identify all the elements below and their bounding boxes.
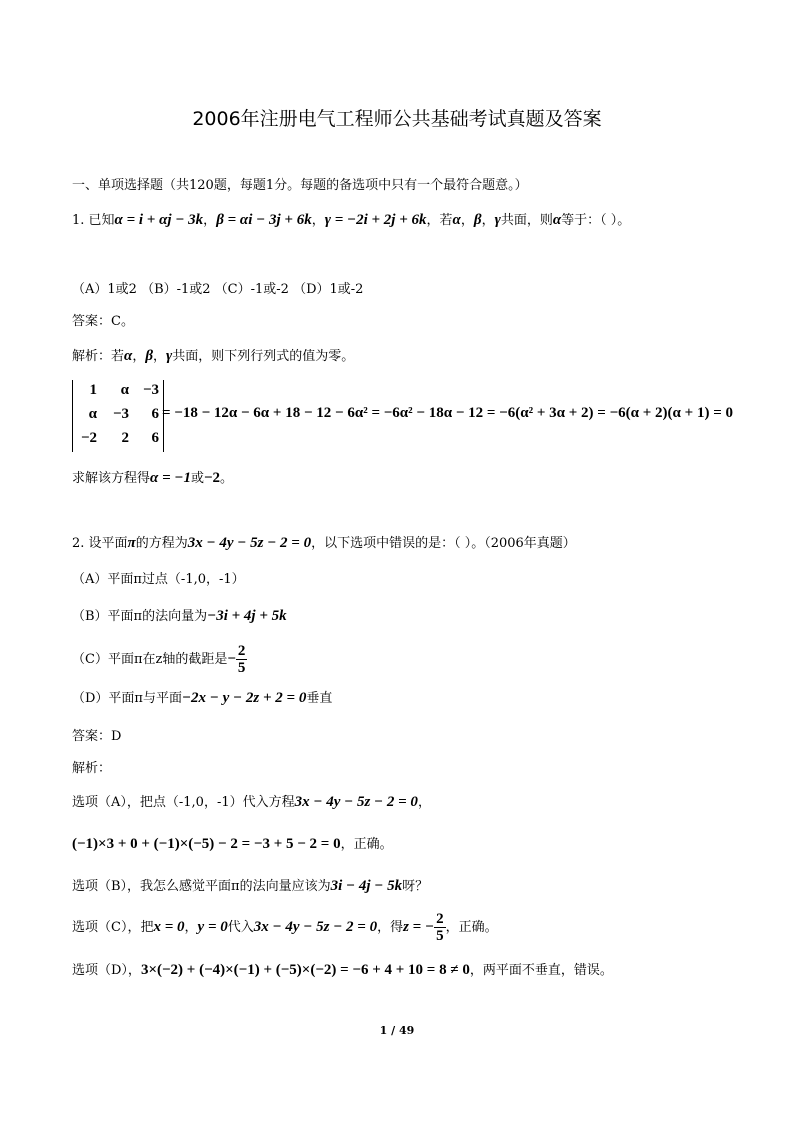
q2-a2-end: ，正确。 xyxy=(340,837,393,852)
determinant-expansion: = −18 − 12α − 6α + 18 − 12 − 6α² = −6α² − 18α − 12 = −6(α² + 3α + 2) = −6(α + 2)(α + 1) = 0 xyxy=(162,405,734,421)
q1-solve-or: 或 xyxy=(190,471,204,486)
q2-optc-fraction xyxy=(236,643,248,676)
q2-option-c xyxy=(72,640,247,679)
q2-optd-expr: −2x − y − 2z + 2 = 0 xyxy=(181,690,307,706)
q2-c-pre: 选项（C），把 xyxy=(72,920,154,935)
q2-optb-pre: （B）平面π的法向量为 xyxy=(72,609,208,624)
q1-alpha-sym2: α xyxy=(552,212,562,228)
det-cell: 2 xyxy=(121,430,129,446)
q2-c-fraction xyxy=(434,911,446,944)
q1-analysis-post: 共面，则下列行列式的值为零。 xyxy=(172,349,355,364)
q2-analysis: 解析： xyxy=(72,761,112,776)
q1-beta-sym: β xyxy=(473,212,482,228)
q1-mid: ，若 xyxy=(426,213,453,228)
q2-option-d xyxy=(72,688,332,709)
q2-optd-post: 垂直 xyxy=(306,691,333,706)
q2-c-end: ，正确。 xyxy=(445,920,498,935)
q2-a2-expr: (−1)×3 + 0 + (−1)×(−5) − 2 = −3 + 5 − 2 = 0 xyxy=(72,836,341,852)
q2-analysis-a2 xyxy=(72,834,393,855)
page-title: 2006年注册电气工程师公共基础考试真题及答案 xyxy=(192,108,602,130)
q2-answer: 答案：D xyxy=(72,729,122,744)
q1-alpha-sym: α xyxy=(452,212,461,228)
q1-solve-end: 。 xyxy=(220,471,234,486)
q2-d-end: ，两平面不垂直，错误。 xyxy=(469,963,613,978)
q1-analysis: 解析：若α，β，γ共面，则下列行列式的值为零。 xyxy=(72,348,355,364)
q1-coplanar: 共面，则 xyxy=(500,213,553,228)
q2-analysis-a1 xyxy=(72,792,431,813)
q2-b-end: 呀？ xyxy=(402,879,429,894)
det-cell: −2 xyxy=(80,430,97,446)
fraction-numerator: 2 xyxy=(237,643,246,659)
q2-stem xyxy=(72,533,576,554)
q2-c-get: ，得 xyxy=(377,920,404,935)
q2-b-expr: 3i − 4j − 5k xyxy=(330,878,403,894)
q2-suffix: ，以下选项中错误的是：（ ）。（2006年真题） xyxy=(311,536,576,551)
q2-analysis-c xyxy=(72,908,498,947)
det-cell: −3 xyxy=(142,382,159,398)
section-heading: 一、单项选择题（共120题，每题1分。每题的备选项中只有一个最符合题意。） xyxy=(72,178,528,193)
det-cell: α xyxy=(88,406,97,422)
fraction-denominator: 5 xyxy=(237,660,246,676)
q2-optc-minus: − xyxy=(227,651,236,667)
q2-optd-pre: （D）平面π与平面 xyxy=(72,691,182,706)
q2-analysis-d xyxy=(72,960,613,981)
q2-prefix: 2. 设平面 xyxy=(72,536,128,551)
q1-gamma-expr: γ = −2i + 2j + 6k xyxy=(324,212,427,228)
q1-options: （A）1或2 （B）-1或2 （C）-1或-2 （D）1或-2 xyxy=(72,282,364,297)
q2-analysis-b xyxy=(72,876,428,897)
q2-a1-end: ， xyxy=(417,795,431,810)
q1-beta-expr: β = αi − 3j + 6k xyxy=(216,212,312,228)
fraction-denominator: 5 xyxy=(436,928,444,944)
fraction-numerator: 2 xyxy=(436,911,444,927)
q2-c-y: y = 0 xyxy=(197,919,228,935)
q1-analysis-beta: β xyxy=(145,348,154,364)
q2-a1-pre: 选项（A），把点（-1,0，-1）代入方程 xyxy=(72,795,295,810)
q1-prefix: 1. 已知 xyxy=(72,213,115,228)
q1-answer: 答案：C。 xyxy=(72,314,134,329)
q2-plane-eq: 3x − 4y − 5z − 2 = 0 xyxy=(187,535,312,551)
q1-alpha-expr: α = i + αj − 3k xyxy=(114,212,204,228)
det-cell: 6 xyxy=(151,430,159,446)
q1-solve-pre: 求解该方程得 xyxy=(72,471,151,486)
det-cell: α xyxy=(120,382,129,398)
q2-option-a: （A）平面π过点（-1,0，-1） xyxy=(72,572,245,587)
page-number: 1 / 49 xyxy=(379,1024,415,1037)
det-cell: 6 xyxy=(151,406,159,422)
q1-gamma-sym: γ xyxy=(494,212,501,228)
determinant xyxy=(72,380,164,452)
q2-d-expr: 3×(−2) + (−4)×(−1) + (−5)×(−2) = −6 + 4 + 10 = 8 ≠ 0 xyxy=(140,962,470,978)
q2-b-pre: 选项（B），我怎么感觉平面π的法向量应该为 xyxy=(72,879,331,894)
det-row xyxy=(73,430,163,454)
det-row xyxy=(73,406,163,430)
q2-c-z: z = − xyxy=(403,919,435,935)
q1-stem: 1. 已知α = i + αj − 3k，β = αi − 3j + 6k，γ = −2i + 2j + 6k，若α，β，γ共面，则α等于：（ ）。 xyxy=(72,212,631,228)
q2-c-expr: 3x − 4y − 5z − 2 = 0 xyxy=(253,919,378,935)
q2-option-b xyxy=(72,606,287,627)
q1-solution xyxy=(72,468,233,489)
det-cell: −3 xyxy=(112,406,129,422)
q1-analysis-gamma: γ xyxy=(166,348,173,364)
q1-analysis-pre: 解析：若 xyxy=(72,349,125,364)
q2-d-pre: 选项（D）， xyxy=(72,963,141,978)
q2-c-x: x = 0 xyxy=(153,919,185,935)
q2-c-mid: 代入 xyxy=(227,920,254,935)
q1-solve-expr2: −2 xyxy=(203,470,221,486)
q2-optc-pre: （C）平面π在z轴的截距是 xyxy=(72,652,228,667)
q2-eq-text: 的方程为 xyxy=(135,536,188,551)
det-cell: 1 xyxy=(89,382,97,398)
q2-c-sep: ， xyxy=(184,920,198,935)
q2-optb-expr: −3i + 4j + 5k xyxy=(207,608,287,624)
q1-solve-expr: α = −1 xyxy=(150,470,191,486)
q1-equals: 等于：（ ）。 xyxy=(561,213,631,228)
q2-pi: π xyxy=(127,535,136,551)
q2-a1-expr: 3x − 4y − 5z − 2 = 0 xyxy=(294,794,418,810)
det-row xyxy=(73,382,163,406)
q1-analysis-alpha: α xyxy=(124,348,133,364)
